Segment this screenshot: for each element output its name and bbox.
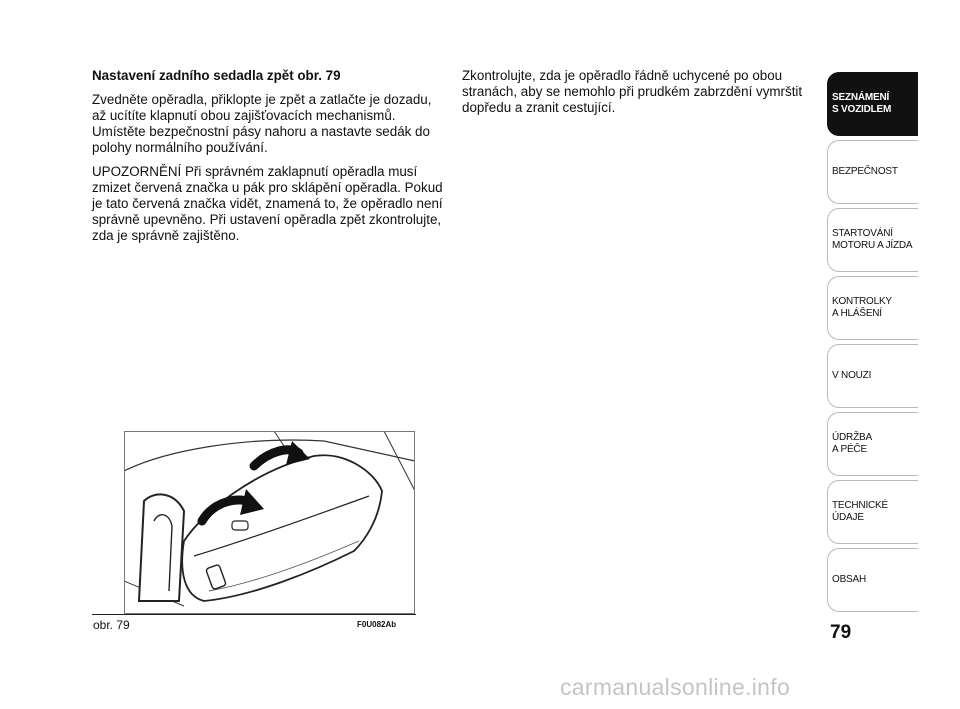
figure-caption: obr. 79	[93, 618, 130, 632]
figure-code: F0U082Ab	[357, 620, 397, 629]
seat-illustration	[124, 431, 415, 614]
chapter-tab-6[interactable]: ÚDRŽBA A PÉČE	[827, 412, 918, 476]
watermark: carmanualsonline.info	[560, 674, 791, 700]
left-column	[92, 68, 447, 252]
chapter-tab-7[interactable]: TECHNICKÉ ÚDAJE	[827, 480, 918, 544]
section-heading: Nastavení zadního sedadla zpět obr. 79	[92, 68, 341, 83]
paragraph-2: Umístěte bezpečnostní pásy nahoru a nastavte sedák do polohy normálního používání.	[92, 124, 430, 155]
chapter-tab-3[interactable]: STARTOVÁNÍ MOTORU A JÍZDA	[827, 208, 918, 272]
chapter-tab-4[interactable]: KONTROLKY A HLÁŠENÍ	[827, 276, 918, 340]
chapter-tab-8[interactable]: OBSAH	[827, 548, 918, 612]
right-column	[462, 68, 807, 124]
paragraph-1: Zvedněte opěradla, přiklopte je zpět a zatlačte je dozadu, až ucítíte klapnutí obou zajišťovacích mechanismů.	[92, 92, 432, 123]
page-number: 79	[830, 622, 852, 643]
chapter-tab-2[interactable]: BEZPEČNOST	[827, 140, 918, 204]
warning-paragraph: UPOZORNĚNÍ Při správném zaklapnutí opěradla musí zmizet červená značka u pák pro sklápění opěradla. Pokud je tato červená značka vidět, znamená to, že opěradlo není správně upevněno. Při ustavení opěradla zpět zkontrolujte, zda je správně zajištěno.	[92, 164, 443, 243]
chapter-tab-1[interactable]: SEZNÁMENÍ S VOZIDLEM	[827, 72, 918, 136]
chapter-tabs	[827, 72, 918, 616]
figure-rule	[92, 614, 416, 615]
right-paragraph: Zkontrolujte, zda je opěradlo řádně uchycené po obou stranách, aby se nemohlo při prudkém zabrzdění vymrštit dopředu a zranit cestující.	[462, 68, 803, 115]
chapter-tab-5[interactable]: V NOUZI	[827, 344, 918, 408]
